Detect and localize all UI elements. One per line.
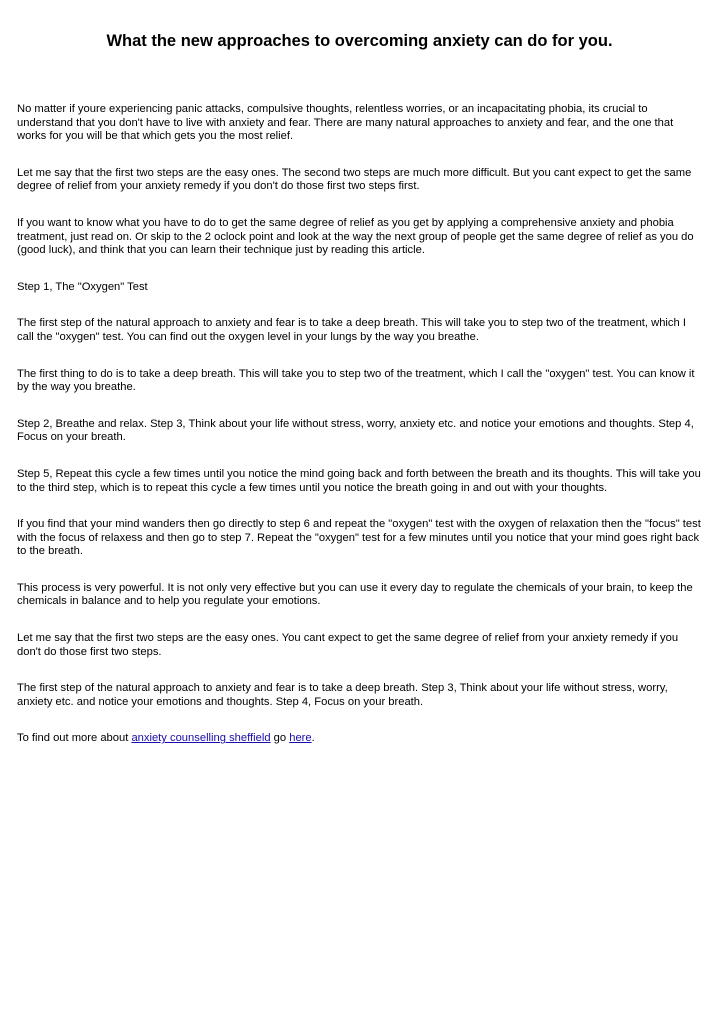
paragraph-deep-breath: The first step of the natural approach to anxiety and fear is to take a deep breath. This will take you to step two of the treatment, which I call the "oxygen" test. You can find out the oxygen level in your lungs by the way you breathe. (17, 317, 686, 343)
footer-suffix: . (311, 732, 315, 745)
paragraph-find-out-more (17, 732, 703, 746)
paragraph-intro: No matter if youre experiencing panic attacks, compulsive thoughts, relentless worries, or an incapacitating phobia, its crucial to understand that you don't have to live with anxiety and fear. There are many natural approaches to anxiety and fear, and the one that works for you will be that which gets you the most relief. (17, 103, 674, 143)
page-title: What the new approaches to overcoming anxiety can do for you. (106, 32, 613, 50)
paragraph-steps-2-4: Step 2, Breathe and relax. Step 3, Think about your life without stress, worry, anxiety etc. and notice your emotions and thoughts. Step 4, Focus on your breath. (17, 417, 694, 444)
paragraph-step5: Step 5, Repeat this cycle a few times until you notice the mind going back and forth between the breath and its thoughts. This will take you to the third step, which is to repeat this cycle a few times until you notice the breath going in and out with your thoughts. (17, 467, 701, 494)
article-body (17, 103, 703, 769)
anxiety-counselling-link[interactable]: anxiety counselling sheffield (131, 732, 271, 745)
paragraph-read-on: If you want to know what you have to do to get the same degree of relief as you get by applying a comprehensive anxiety and phobia treatment, just read on. Or skip to the 2 oclock point and look at the way the next group of people get the same degree of relief as you do (good luck), and think that you can learn their technique just by reading this article. (17, 216, 694, 257)
paragraph-powerful: This process is very powerful. It is not only very effective but you can use it every day to regulate the chemicals of your brain, to keep the chemicals in balance and to help you regulate your emotions. (17, 581, 693, 608)
footer-prefix: To find out more about (17, 732, 132, 745)
paragraph-first-thing: The first thing to do is to take a deep breath. This will take you to step two of the treatment, which I call the "oxygen" test. You can know it by the way you breathe. (17, 367, 695, 394)
paragraph-step1-heading: Step 1, The "Oxygen" Test (17, 280, 148, 293)
here-link[interactable]: here (289, 732, 312, 745)
paragraph-mind-wanders: If you find that your mind wanders then go directly to step 6 and repeat the "oxygen" test with the oxygen of relaxation then the "focus" test with the focus of relaxess and then go to step 7. Repeat the "oxygen" test for a few minutes until you notice that your mind goes right back to the breath. (17, 518, 701, 558)
paragraph-first-steps: Let me say that the first two steps are the easy ones. The second two steps are much more difficult. But you cant expect to get the same degree of relief from your anxiety remedy if you don't do those first two steps first. (17, 166, 692, 193)
paragraph-easy-ones: Let me say that the first two steps are the easy ones. You cant expect to get the same degree of relief from your anxiety remedy if you don't do those first two steps. (17, 632, 679, 658)
paragraph-natural-approach: The first step of the natural approach to anxiety and fear is to take a deep breath. Step 3, Think about your life without stress, worry, anxiety etc. and notice your emotions and thoughts. Step 4, Focus on your breath. (17, 682, 668, 708)
footer-middle: go (270, 732, 290, 745)
